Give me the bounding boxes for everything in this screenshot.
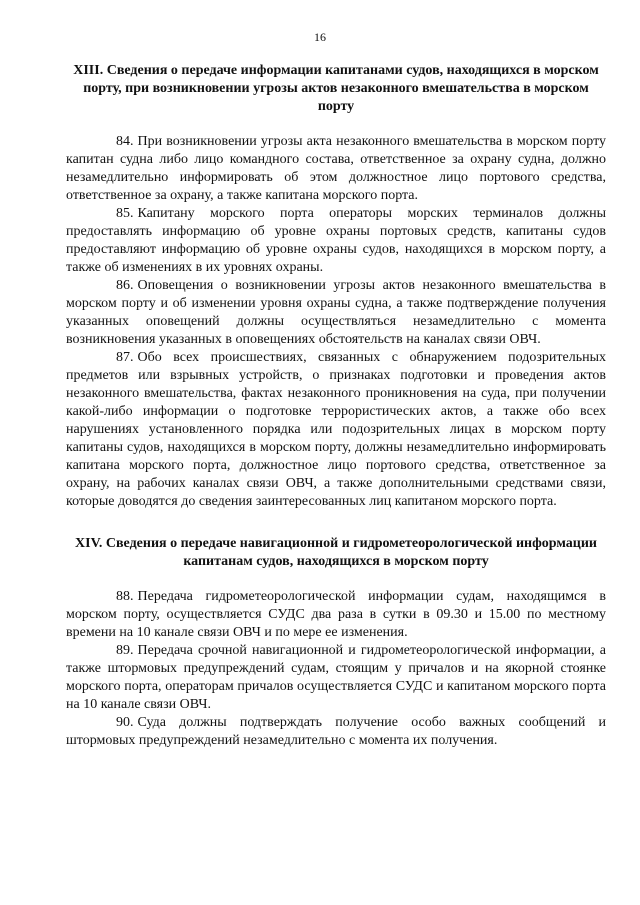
- paragraph-number: 86.: [116, 278, 134, 293]
- paragraph-number: 89.: [116, 643, 134, 658]
- paragraph-86: [66, 277, 606, 349]
- paragraph-text: Обо всех происшествиях, связанных с обнаружением подозрительных предметов или взрывных устройств, о признаках подготовки и проведения актов незаконного вмешательства, фактах незаконного проникновения на суда, при получении какой-либо информации о подготовке террористических актов, а также обо всех нарушениях установленного порядка или подозрительных лицах в морском порту капитаны судов, находящихся в морском порту, должны незамедлительно информировать капитана морского порта, должностное лицо портового средства, ответственное за охрану, на рабочих каналах связи ОВЧ, а также дополнительными средствами связи, которые доводятся до сведения заинтересованных лиц капитаном морского порта.: [66, 350, 606, 509]
- paragraph-number: 85.: [116, 206, 134, 221]
- paragraph-number: 87.: [116, 350, 134, 365]
- paragraph-90: [66, 714, 606, 750]
- paragraph-85: [66, 205, 606, 277]
- section-13-title: XIII. Сведения о передаче информации капитанами судов, находящихся в морском порту, при возникновении угрозы актов незаконного вмешательства в морском порту: [73, 63, 599, 114]
- paragraph-text: Передача гидрометеорологической информации судам, находящимся в морском порту, осуществляется СУДС два раза в сутки в 09.30 и 15.00 по местному времени на 10 канале связи ОВЧ и по мере ее изменения.: [66, 589, 606, 640]
- paragraph-number: 84.: [116, 134, 134, 149]
- paragraph-84: [66, 133, 606, 205]
- paragraph-88: [66, 588, 606, 642]
- paragraph-87: [66, 349, 606, 511]
- paragraph-text: Оповещения о возникновении угрозы актов незаконного вмешательства в морском порту и об изменении уровня охраны судна, а также подтверждение получения указанных оповещений должны осуществляться незамедлительно с момента возникновения указанных в оповещениях обстоятельств на каналах связи ОВЧ.: [66, 278, 606, 347]
- paragraph-number: 90.: [116, 715, 134, 730]
- document-body: [66, 62, 606, 750]
- paragraph-89: [66, 642, 606, 714]
- paragraph-number: 88.: [116, 589, 134, 604]
- paragraph-text: При возникновении угрозы акта незаконного вмешательства в морском порту капитан судна либо лицо командного состава, ответственное за охрану судна, должно незамедлительно информировать об этом должностное лицо портового средства, ответственное за охрану, а также капитана морского порта.: [66, 134, 606, 203]
- section-14-title: XIV. Сведения о передаче навигационной и гидрометеорологической информации капитанам судов, находящихся в морском порту: [75, 536, 597, 569]
- paragraph-text: Передача срочной навигационной и гидрометеорологической информации, а также штормовых предупреждений судам, стоящим у причалов и на якорной стоянке морского порта, операторам причалов осуществляется СУДС и капитаном морского порта на 10 канале связи ОВЧ.: [66, 643, 606, 712]
- page-number: 16: [314, 30, 326, 44]
- paragraph-text: Суда должны подтверждать получение особо важных сообщений и штормовых предупреждений незамедлительно с момента их получения.: [66, 715, 606, 748]
- paragraph-text: Капитану морского порта операторы морских терминалов должны предоставлять информацию об уровне охраны портовых средств, капитаны судов предоставляют информацию об уровне охраны судов, находящихся в морском порту, а также об изменениях в их уровнях охраны.: [66, 206, 606, 275]
